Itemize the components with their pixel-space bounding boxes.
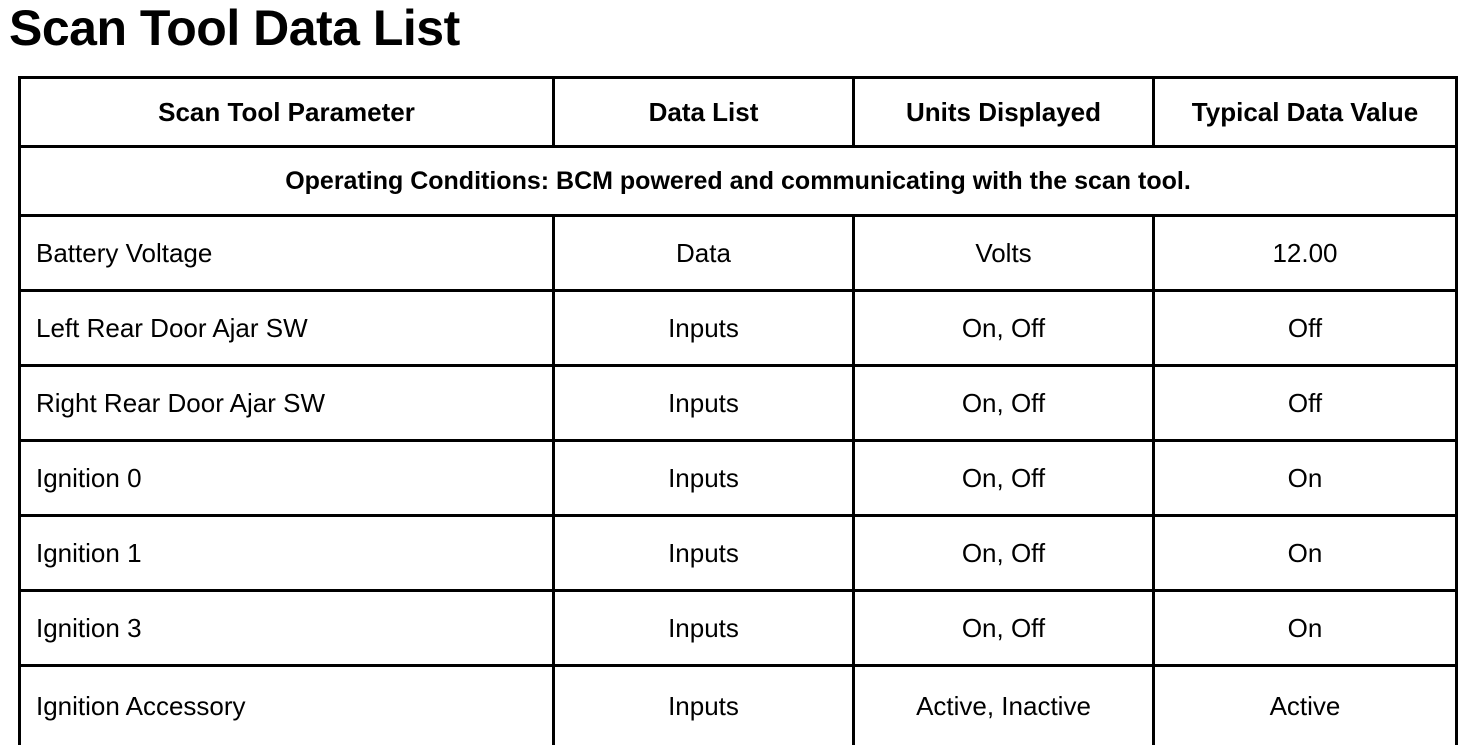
- table-header-row: [20, 78, 1457, 147]
- page-title: Scan Tool Data List: [9, 0, 460, 56]
- typical-value-cell: On: [1154, 591, 1457, 666]
- operating-conditions-row: [20, 147, 1457, 216]
- data-list-cell: Inputs: [554, 591, 854, 666]
- operating-conditions: Operating Conditions: BCM powered and communicating with the scan tool.: [20, 147, 1457, 216]
- units-cell: On, Off: [854, 516, 1154, 591]
- parameter-cell: Ignition 1: [20, 516, 554, 591]
- parameter-cell: Ignition 0: [20, 441, 554, 516]
- table-row: [20, 216, 1457, 291]
- units-cell: On, Off: [854, 591, 1154, 666]
- header-data-list: Data List: [554, 78, 854, 147]
- units-cell: Active, Inactive: [854, 666, 1154, 746]
- typical-value-cell: Off: [1154, 291, 1457, 366]
- typical-value-cell: Active: [1154, 666, 1457, 746]
- parameter-cell: Right Rear Door Ajar SW: [20, 366, 554, 441]
- parameter-cell: Battery Voltage: [20, 216, 554, 291]
- units-cell: Volts: [854, 216, 1154, 291]
- parameter-cell: Ignition Accessory: [20, 666, 554, 746]
- units-cell: On, Off: [854, 366, 1154, 441]
- typical-value-cell: On: [1154, 516, 1457, 591]
- scan-tool-data-table: [18, 76, 1458, 745]
- table-row: [20, 666, 1457, 746]
- typical-value-cell: 12.00: [1154, 216, 1457, 291]
- data-list-cell: Inputs: [554, 516, 854, 591]
- table-row: [20, 516, 1457, 591]
- units-cell: On, Off: [854, 291, 1154, 366]
- data-list-cell: Inputs: [554, 366, 854, 441]
- header-typical-data-value: Typical Data Value: [1154, 78, 1457, 147]
- data-list-cell: Data: [554, 216, 854, 291]
- data-list-cell: Inputs: [554, 666, 854, 746]
- header-scan-tool-parameter: Scan Tool Parameter: [20, 78, 554, 147]
- data-list-cell: Inputs: [554, 291, 854, 366]
- typical-value-cell: Off: [1154, 366, 1457, 441]
- header-units-displayed: Units Displayed: [854, 78, 1154, 147]
- table-row: [20, 366, 1457, 441]
- units-cell: On, Off: [854, 441, 1154, 516]
- table-row: [20, 591, 1457, 666]
- parameter-cell: Ignition 3: [20, 591, 554, 666]
- table-row: [20, 441, 1457, 516]
- table-row: [20, 291, 1457, 366]
- parameter-cell: Left Rear Door Ajar SW: [20, 291, 554, 366]
- data-list-cell: Inputs: [554, 441, 854, 516]
- typical-value-cell: On: [1154, 441, 1457, 516]
